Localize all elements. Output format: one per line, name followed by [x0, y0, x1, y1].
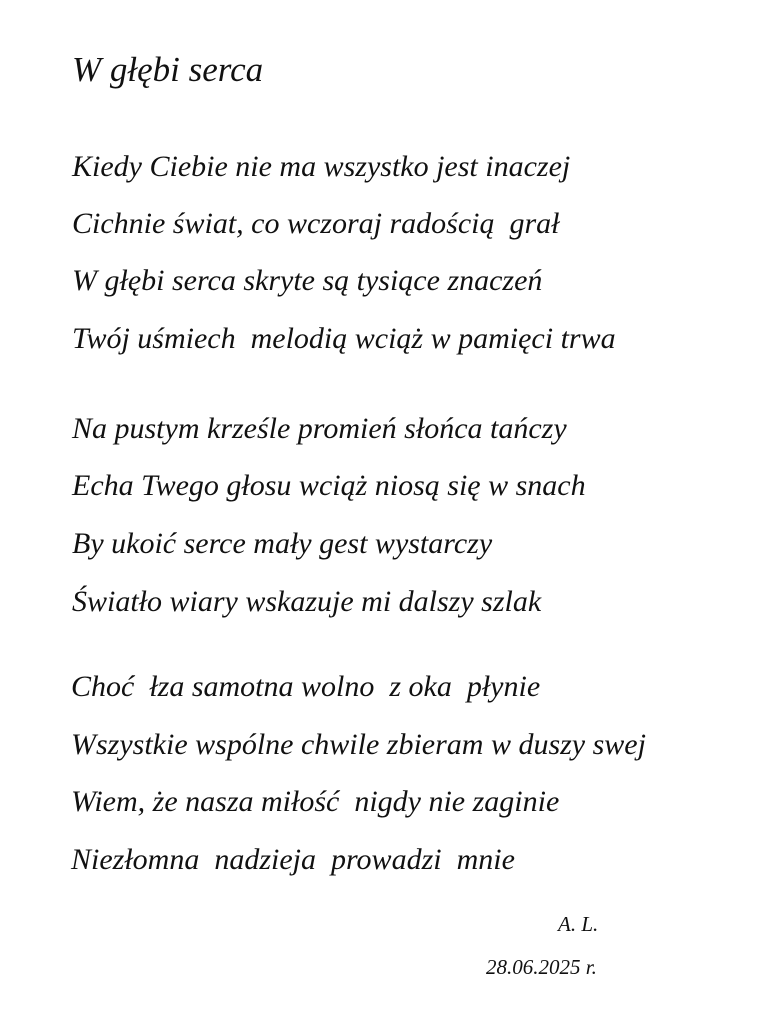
poem-title: W głębi serca: [72, 50, 264, 89]
stanza-2-line-4: Światło wiary wskazuje mi dalszy szlak: [72, 585, 542, 618]
stanza-3-line-1: Choć łza samotna wolno z oka płynie: [71, 670, 541, 703]
stanza-1-line-1: Kiedy Ciebie nie ma wszystko jest inaczej: [72, 150, 571, 183]
poem-date: 28.06.2025 r.: [486, 955, 597, 979]
stanza-1-line-4: Twój uśmiech melodią wciąż w pamięci trwa: [72, 322, 616, 355]
stanza-3-line-3: Wiem, że nasza miłość nigdy nie zaginie: [71, 785, 560, 818]
stanza-1-line-3: W głębi serca skryte są tysiące znaczeń: [72, 264, 543, 297]
stanza-1-line-2: Cichnie świat, co wczoraj radością grał: [72, 207, 560, 240]
stanza-3-line-2: Wszystkie wspólne chwile zbieram w duszy swej: [71, 728, 646, 761]
stanza-2-line-3: By ukoić serce mały gest wystarczy: [72, 527, 493, 560]
stanza-2-line-1: Na pustym krześle promień słońca tańczy: [72, 412, 567, 445]
stanza-2-line-2: Echa Twego głosu wciąż niosą się w snach: [72, 469, 586, 502]
stanza-3-line-4: Niezłomna nadzieja prowadzi mnie: [71, 843, 515, 876]
author-initials: A. L.: [558, 912, 599, 936]
